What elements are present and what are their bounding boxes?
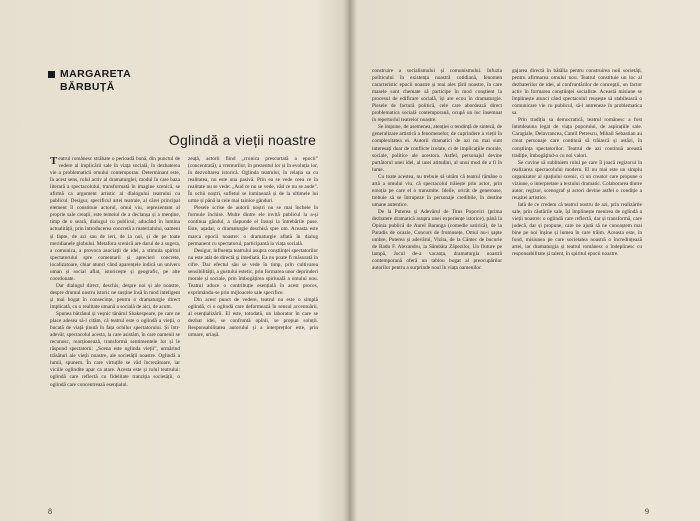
paragraph: construire a socialismului și comunismului. Infuzia politicului în existența noastră cotidiană, fenomen caracteristic epocii noastre și mai ales țării noastre, în care masele sunt chemate să participe în mod conștient la procesul de edificare socială, își are ecou în dramaturgie. Piesele de factură politică, cele care abordează direct problematica socială contemporană, ocupă un loc însemnat în repertoriul teatrelor noastre. bbox=[372, 68, 502, 124]
text-column-right-2 bbox=[512, 68, 642, 500]
paragraph: Desigur, influența teatrului asupra conștiinței spectatorilor nu este atât de directă și imediată. Ea nu poate fi măsurată în cifre. Dar efectul său se vede în timp, prin cultivarea sensibilității, a gustului estetic, prin formarea unor deprinderi morale și sociale, prin îmbogățirea spirituală a omului nou. Teatrul aduce o contribuție esențială în acest proces, exprimându-se prin mijloacele sale specifice. bbox=[188, 247, 318, 296]
author-byline bbox=[48, 68, 168, 94]
paragraph: zeață, actorii fiind „cronica prescurtată a epocii” (concentrată), a vremurilor, în prezentul lor și în evoluția lor, în dezvoltarea istorică. Oglinda teatrului, în relația sa cu realitatea, nu este una pasivă. Prin ea se vede ceea ce în realitate nu se vede: „Aud ce nu se vede, văd ce nu se aude”. În ochii noștri, sufletul se luminează și de la ultimele lui urme și până la cele mai tainice gânduri. bbox=[188, 156, 318, 205]
author-first-name: MARGARETA bbox=[60, 68, 132, 80]
page-number-left: 8 bbox=[48, 507, 52, 516]
paragraph: Prin tradiția sa democratică, teatrul românesc a fost întotdeauna legat de viața poporului, de aspirațiile sale. Caragiale, Delavrancea, Camil Petrescu, Mihail Sebastian au creat personaje care continuă să trăiască și astăzi, în conștiința spectatorilor. Teatrul de azi continuă această tradiție, îmbogățind-o cu noi valori. bbox=[512, 117, 642, 159]
paragraph: Spunea bătrânul și veșnic tânărul Shakespeare, pe care ne place adesea să-l cităm, că teatrul este o oglindă a vieții, o bucată de viață ținută în fața ochilor spectatorului. Și într-adevăr, spectacolul acesta, la care asistăm, în care oamenii se recunosc, reacționează, transformă sentimentele lor și le răspund spectatorii: „Scena este oglinda vieții”, urmărind trăsături ale vieții noastre, ale societății noastre. Oglindă a lumii, spunem. În care virtuțile se văd încrezătoare, iar viciile oglindite apar ca atare. Acesta este și rolul teatrului: oglindă care reflectă cu fidelitate tranziția societății, o oglindă care concentrează esențialul. bbox=[50, 311, 180, 388]
paragraph: gajarea directă în bătălia pentru construirea noii societăți, pentru afirmarea omului nou. Teatrul constituie un loc al dezbaterilor de idei, al confruntărilor de concepții, un factor activ în formarea conștiinței socialiste. Această misiune se împlinește atunci când spectacolul reușește să stabilească o comunicare vie cu publicul, să-l antreneze în problematica sa. bbox=[512, 68, 642, 117]
right-page bbox=[350, 0, 700, 521]
author-last-name: BĂRBUȚĂ bbox=[60, 81, 115, 93]
paragraph: De la Puterea și Adevărul de Titus Popovici (prima dezbatere dramatică asupra unei experiențe istorice), până la Opinia publică de Aurel Baranga (comedie satirică), de la Paradis de ocazie, Concurs de frumusețe, Omul nu-i șapte umbre, Puterea și adevărul, Vizita, de la Cântec de bucurie de Radu F. Alexandru, la Sâmbăta Zăpezilor, Un fluture pe lampă, Jocul de-a vacanța, dramaturgia noastră contemporană oferă un tablou bogat al preocupărilor autorilor pentru a surprinde noul în viața oamenilor. bbox=[372, 208, 502, 272]
article-title: Oglindă a vieții noastre bbox=[168, 132, 317, 148]
text-column-right-1 bbox=[372, 68, 502, 500]
paragraph: Piesele scrise de autorii noștri nu se mai încheie în formule închise. Multe dintre ele invită publicul la a-și continua gândul, a răspunde el însuși la întrebările puse. Este, așadar, o dramaturgie deschisă spre om. Aceasta este marca epocii noastre: o dramaturgie aflată în dialog permanent cu spectatorul, participantă la viața socială. bbox=[188, 205, 318, 247]
text-column-left-2 bbox=[188, 156, 318, 500]
page-number-right: 9 bbox=[645, 507, 649, 516]
paragraph: eatrul românesc străbate o perioadă bună, din punctul de vedere al implicării sale în viața socială, în dezbaterea vie a problematicii omului contemporan. Determinant este, în acest sens, rolul activ al dramaturgiei, modul în care baza literară a spectacolului, transformată în imagine scenică, se afirmă ca argument artistic al dialogului teatrului cu publicul. Desigur, specificul artei teatrale, al cărei principal element îl constituie actorul, omul viu, reprezentant al proprie sale creații, este temeiul de a declanșa și a menține, timp de o seară, dialogul cu publicul, aducând în lumina actualității, prin introducerea concretă a materialului, oameni și fapte, de azi sau de ieri, de la noi, și de pe toate meridianele globului. Metafora scenică are darul de a sugera, a comunica, a provoca asociații de idei, a stimula spiritul spectatorului spre comentarii și aprecieri concrete, localizatoare, chiar atunci când aparențele indică un univers uman și social aflat, istoricește și geografic, pe alte coordonate. bbox=[50, 156, 180, 282]
paragraph: Se cuvine să subliniem rolul pe care îl joacă regizorul în realizarea spectacolului modern. El nu mai este un simplu organizator al spațiului scenic, ci un creator care propune o viziune, o interpretare a textului dramatic. Colaborarea dintre autor, regizor, scenograf și actori devine astfel o condiție a reușitei artistice. bbox=[512, 159, 642, 201]
paragraph: Dar dialogul direct, deschis, despre noi și ale noastre, despre drumul nostru istoric ne susține însă în mod inteligent și mai bogat în consecințe, pentru o dramaturgie direct implicată, cu o realitate umană a socială de aici, de acum. bbox=[50, 282, 180, 310]
paragraph: Iată de ce credem că teatrul nostru de azi, prin realizările sale, prin căutările sale, își împlinește menirea de oglindă a vieții noastre: o oglindă care reflectă, dar și transformă, care judecă, dar și propune, care ne ajută să ne cunoaștem mai bine pe noi înșine și lumea în care trăim. Aceasta este, în fond, misiunea pe care societatea noastră o încredințează artei, iar dramaturgia și teatrul românesc o îndeplinesc cu responsabilitate și talent, în spiritul epocii noastre. bbox=[512, 201, 642, 258]
text-column-left-1 bbox=[50, 156, 180, 500]
paragraph: Cu toate acestea, nu trebuie să uităm că teatrul rămâne o artă a omului viu, că spectacolul trăiește prin actor, prin emoția pe care el o transmite. Ideile, oricât de generoase, trebuie să se întrupeze în personaje credibile, în destine umane autentice. bbox=[372, 173, 502, 208]
bullet-square-icon bbox=[48, 71, 55, 78]
drop-cap: T bbox=[50, 156, 58, 167]
paragraph: Din acest punct de vedere, teatrul nu este o simplă oglindă, ci o oglindă care deformează în sensul accentuării, al esențializării. El este, totodată, un laborator în care se dezbat idei, se confruntă opinii, se propun soluții. Responsabilitatea autorului și a interpreților este, prin urmare, uriașă. bbox=[188, 296, 318, 339]
paragraph: Se impune, de asemenea, atenției o tendință de sinteză, de generalizare artistică a fenomenelor, de cuprindere a vieții în complexitatea ei. Autorii dramatici de azi nu mai sunt interesați doar de conflicte izolate, ci de implicațiile morale, sociale, politice ale acestora. Astfel, personajul devine purtătorul unei idei, al unei atitudini, al unui mod de a fi în lume. bbox=[372, 124, 502, 173]
